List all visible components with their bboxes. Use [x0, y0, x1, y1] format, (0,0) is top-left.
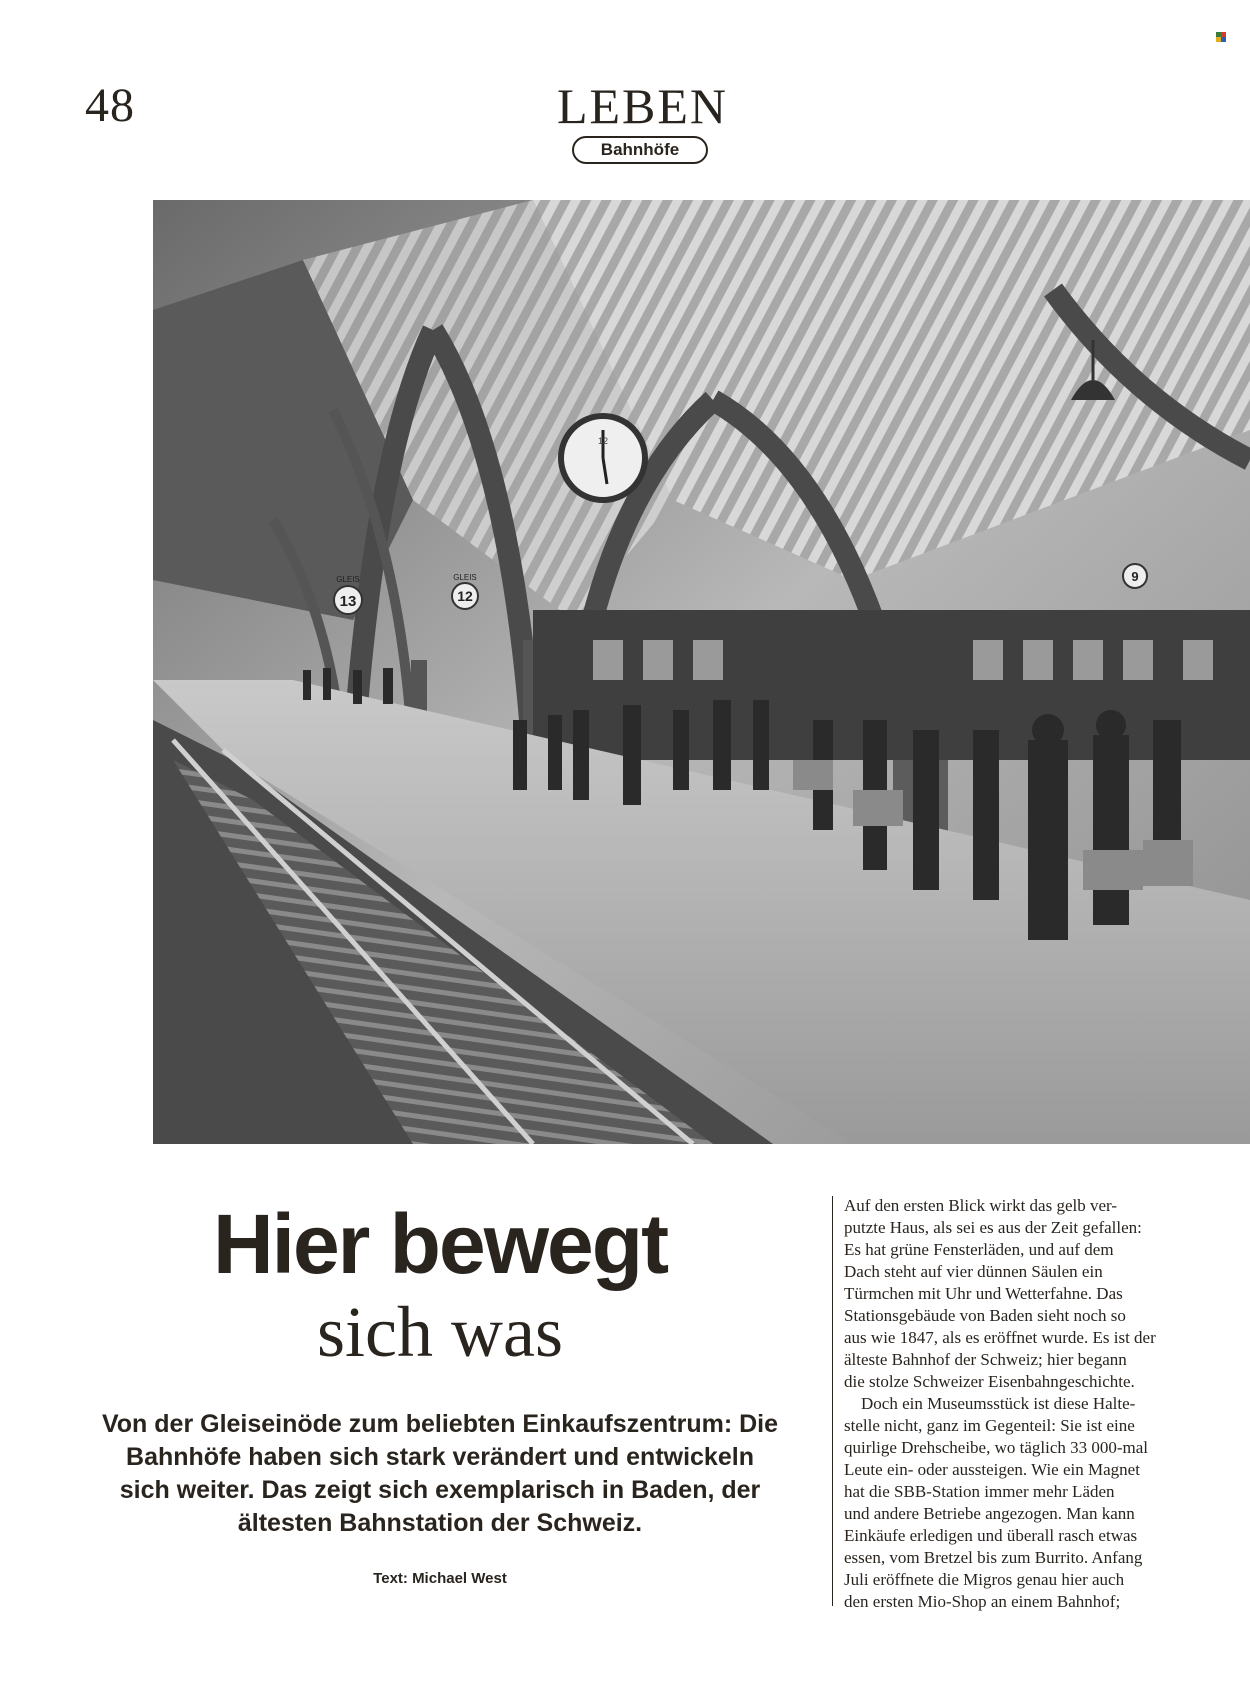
body-line: hat die SBB-Station immer mehr Läden	[844, 1482, 1115, 1501]
body-line: Stationsgebäude von Baden sieht noch so	[844, 1306, 1126, 1325]
body-line: essen, vom Bretzel bis zum Burrito. Anfang	[844, 1548, 1143, 1567]
body-line: den ersten Mio-Shop an einem Bahnhof;	[844, 1592, 1121, 1611]
article-lead: Von der Gleiseinöde zum beliebten Einkaufszentrum: Die Bahnhöfe haben sich stark verändert und entwickeln sich weiter. Das zeigt sich exemplarisch in Baden, der ältesten Bahnstation der Schweiz.	[101, 1410, 779, 1537]
article-byline: Text: Michael West	[373, 1570, 507, 1587]
body-line: die stolze Schweizer Eisenbahngeschichte.	[844, 1372, 1135, 1391]
body-line: putzte Haus, als sei es aus der Zeit gefallen:	[844, 1218, 1142, 1237]
body-line: Auf den ersten Blick wirkt das gelb ver-	[844, 1196, 1117, 1215]
platform-sign-13: 13	[339, 593, 357, 610]
column-rule	[832, 1196, 833, 1606]
body-line: und andere Betriebe angezogen. Man kann	[844, 1504, 1135, 1523]
body-line: Leute ein- oder aussteigen. Wie ein Magnet	[844, 1460, 1140, 1479]
article-subheadline: sich was	[317, 1292, 563, 1372]
article-body	[844, 1195, 1244, 1613]
platform-sign-9: 9	[1131, 569, 1139, 584]
section-title: LEBEN	[556, 78, 729, 134]
body-line: Es hat grüne Fensterläden, und auf dem	[844, 1240, 1114, 1259]
section-tag: Bahnhöfe	[572, 136, 708, 164]
clock-label: 12	[597, 436, 609, 446]
body-line: Türmchen mit Uhr und Wetterfahne. Das	[844, 1284, 1123, 1303]
body-line: Juli eröffnete die Migros genau hier auch	[844, 1570, 1125, 1589]
print-mark-icon	[1216, 32, 1226, 42]
body-line: quirlige Drehscheibe, wo täglich 33 000-mal	[844, 1438, 1149, 1457]
gleis-label-13: GLEIS	[336, 575, 360, 584]
body-line: aus wie 1847, als es eröffnet wurde. Es ist der	[844, 1328, 1156, 1347]
body-line: Doch ein Museumsstück ist diese Halte-	[844, 1394, 1136, 1413]
gleis-label-12: GLEIS	[453, 573, 477, 582]
platform-sign-12: 12	[457, 588, 473, 604]
body-line: Einkäufe erledigen und überall rasch etwas	[844, 1526, 1138, 1545]
body-line: Dach steht auf vier dünnen Säulen ein	[844, 1262, 1103, 1281]
page-number: 48	[85, 79, 135, 132]
article-headline: Hier bewegt	[212, 1197, 668, 1291]
body-line: stelle nicht, ganz im Gegenteil: Sie ist eine	[844, 1416, 1135, 1435]
train-station-photo	[153, 200, 1250, 1144]
body-line: älteste Bahnhof der Schweiz; hier begann	[844, 1350, 1127, 1369]
